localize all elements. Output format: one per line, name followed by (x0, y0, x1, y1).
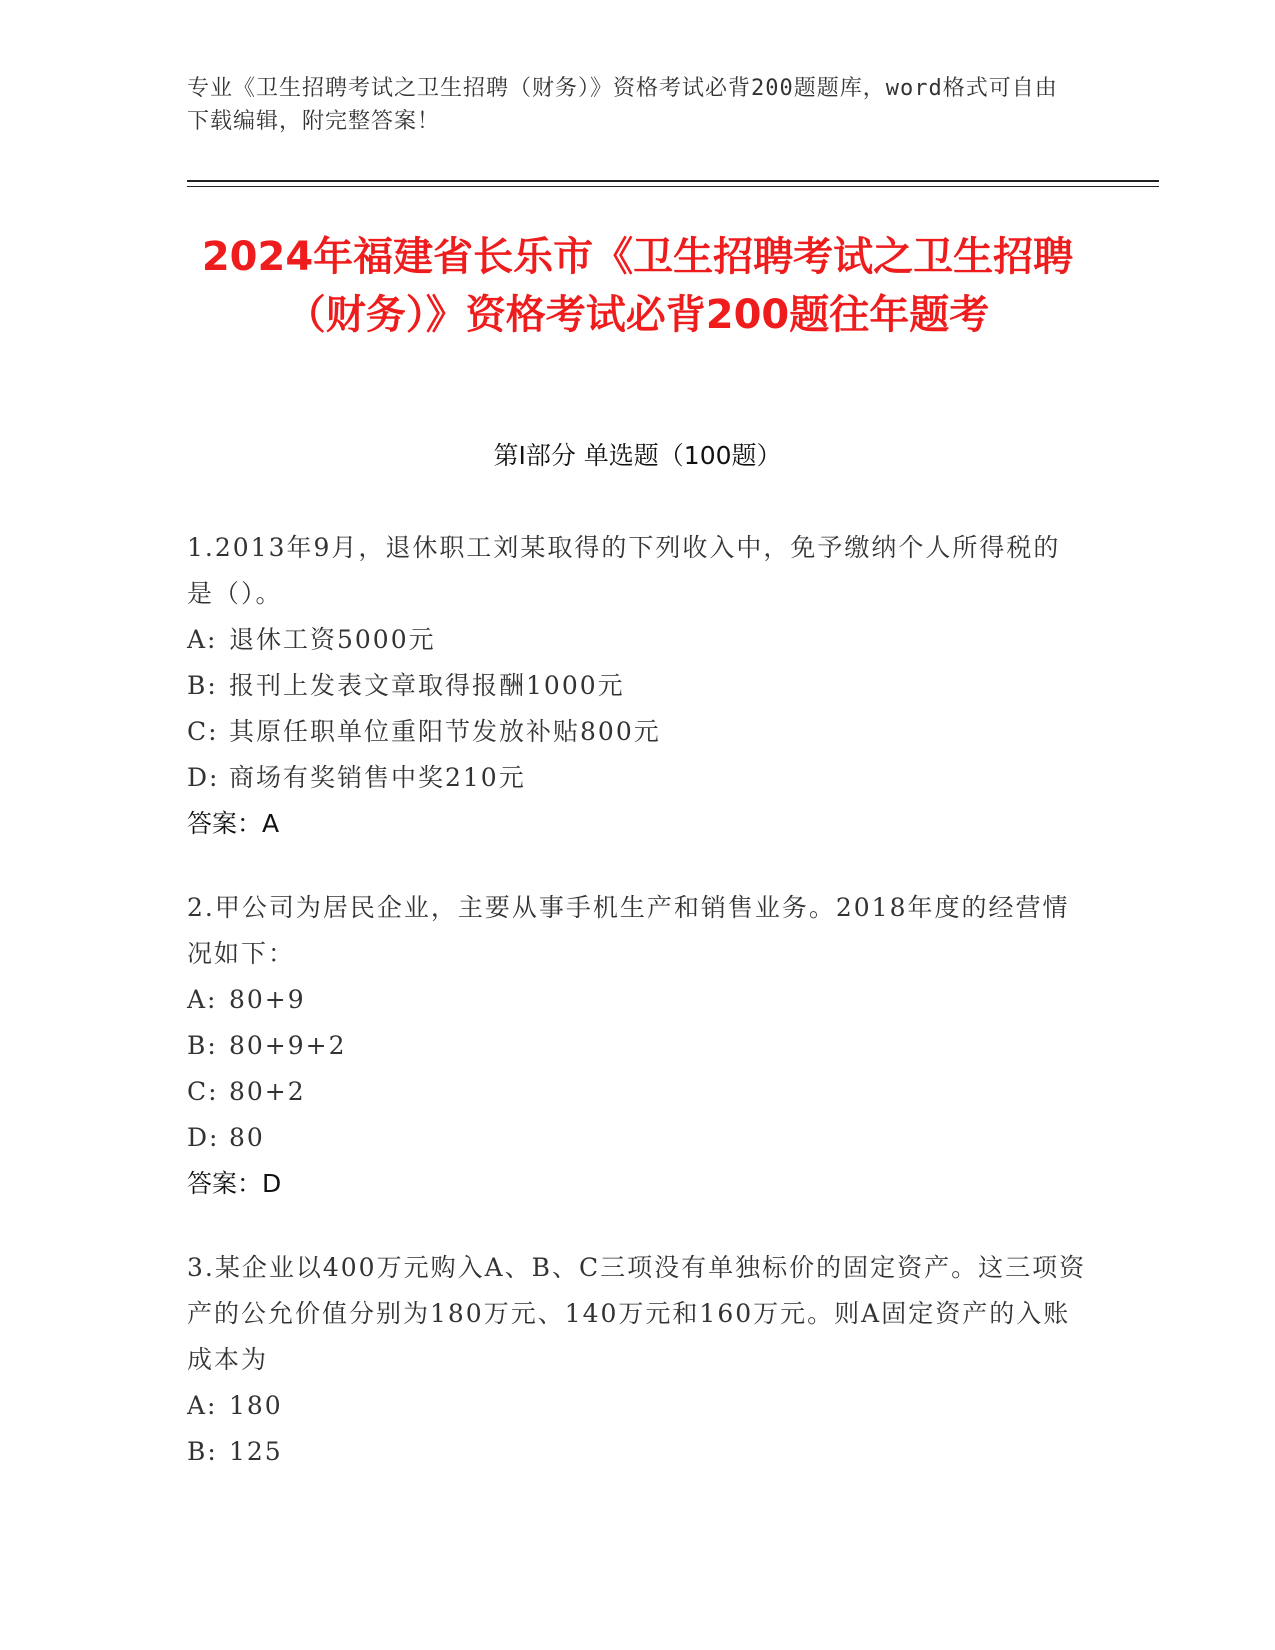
answer: 答案：D (187, 1169, 282, 1198)
option-b (187, 663, 1087, 709)
option-text: 125 (229, 1437, 283, 1466)
question-stem: 3.某企业以400万元购入A、B、C三项没有单独标价的固定资产。这三项资产的公允价值分别为180万元、140万元和160万元。则A固定资产的入账成本为 (187, 1253, 1087, 1374)
option-c (187, 1069, 1087, 1115)
option-letter: A: (187, 1391, 218, 1420)
option-text: 报刊上发表文章取得报酬1000元 (229, 671, 625, 700)
option-text: 其原任职单位重阳节发放补贴800元 (229, 717, 661, 746)
option-text: 80 (229, 1123, 265, 1152)
option-letter: D: (187, 1123, 220, 1152)
question-2 (187, 885, 1087, 1207)
option-a (187, 977, 1087, 1023)
question-stem: 1.2013年9月，退休职工刘某取得的下列收入中，免予缴纳个人所得税的是（）。 (187, 533, 1061, 608)
option-d (187, 1115, 1087, 1161)
option-b (187, 1023, 1087, 1069)
option-a (187, 617, 1087, 663)
option-letter: C: (187, 1077, 219, 1106)
option-text: 180 (229, 1391, 283, 1420)
answer: 答案：A (187, 809, 280, 838)
question-stem: 2.甲公司为居民企业，主要从事手机生产和销售业务。2018年度的经营情况如下： (187, 893, 1070, 968)
option-letter: C: (187, 717, 219, 746)
option-letter: A: (187, 985, 218, 1014)
option-text: 商场有奖销售中奖210元 (229, 763, 526, 792)
option-a (187, 1383, 1087, 1429)
option-b (187, 1429, 1087, 1475)
header-note: 专业《卫生招聘考试之卫生招聘（财务）》资格考试必背200题题库，word格式可自由下载编辑，附完整答案！ (187, 76, 1058, 134)
document-title: 2024年福建省长乐市《卫生招聘考试之卫生招聘（财务）》资格考试必背200题往年题考 (201, 234, 1074, 338)
option-letter: B: (187, 1437, 218, 1466)
section-heading: 第I部分 单选题（100题） (493, 441, 782, 470)
option-text: 80+2 (229, 1077, 306, 1106)
option-text: 80+9 (229, 985, 306, 1014)
question-3 (187, 1245, 1087, 1475)
option-text: 退休工资5000元 (229, 625, 436, 654)
option-d (187, 755, 1087, 801)
header-divider-thick (187, 180, 1159, 182)
header-divider-thin (187, 186, 1159, 187)
option-letter: A: (187, 625, 218, 654)
option-text: 80+9+2 (229, 1031, 347, 1060)
option-letter: B: (187, 1031, 218, 1060)
option-letter: B: (187, 671, 218, 700)
option-letter: D: (187, 763, 220, 792)
question-1 (187, 525, 1087, 847)
option-c (187, 709, 1087, 755)
